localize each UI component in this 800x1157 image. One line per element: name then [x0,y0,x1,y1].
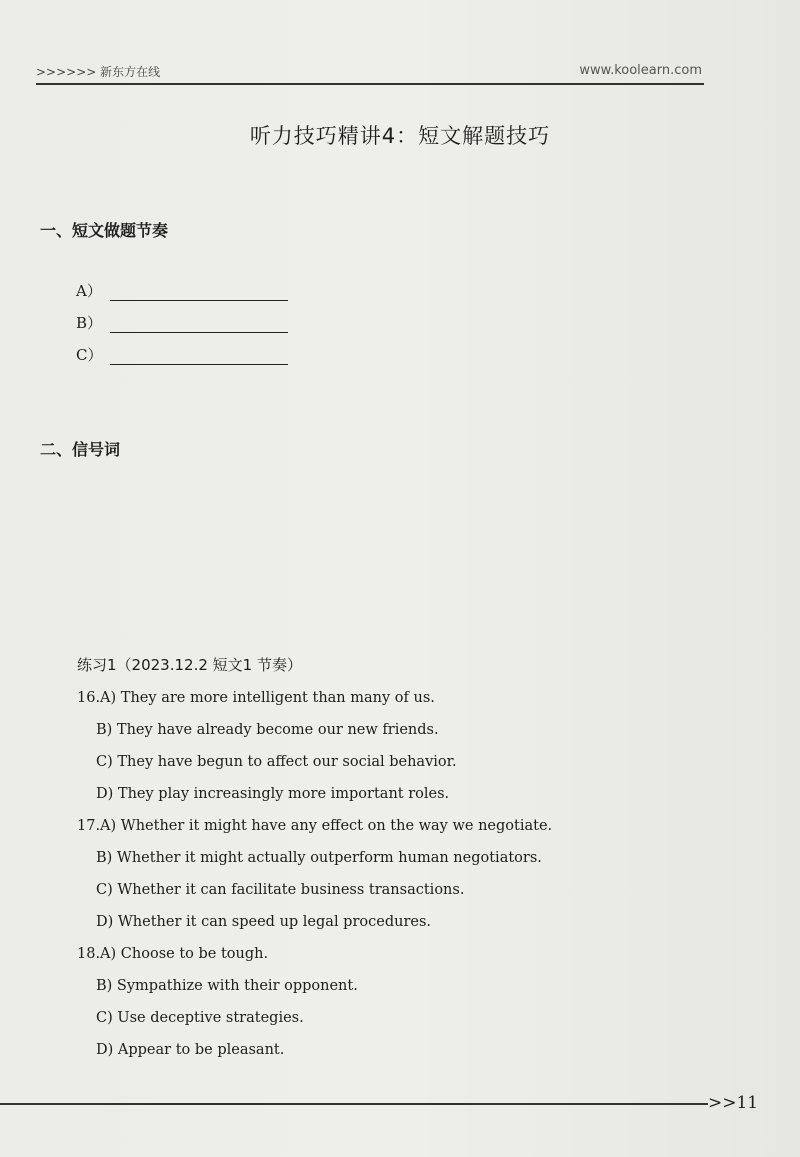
blank-label: C） [76,346,103,364]
footer-rule [0,1103,708,1105]
section-heading-signal-words: 二、信号词 [40,440,121,459]
question-option: B) They have already become our new friends. [96,722,439,738]
question-option: D) Appear to be pleasant. [96,1042,285,1058]
blank-label: B） [76,314,103,332]
page-header [36,63,704,85]
blank-row-a [76,280,288,301]
page-number: >>11 [708,1093,759,1113]
blank-label: A） [76,282,102,300]
question-option: D) They play increasingly more important roles. [96,786,450,802]
question-stem: 17.A) Whether it might have any effect on the way we negotiate. [77,818,553,834]
question-option: B) Whether it might actually outperform human negotiators. [96,850,542,866]
page-title: 听力技巧精讲4：短文解题技巧 [249,124,551,148]
question-stem: 18.A) Choose to be tough. [77,946,269,962]
header-website: www.koolearn.com [579,63,702,78]
blank-row-c [76,344,288,365]
question-option: B) Sympathize with their opponent. [96,978,358,994]
exercise-title: 练习1（2023.12.2 短文1 节奏） [77,656,302,674]
section-heading-rhythm: 一、短文做题节奏 [40,221,169,240]
question-option: D) Whether it can speed up legal procedures. [96,914,432,930]
header-brand: >>>>>> 新东方在线 [36,65,161,79]
fill-in-line [110,286,288,301]
question-option: C) They have begun to affect our social behavior. [96,754,457,770]
question-stem: 16.A) They are more intelligent than many of us. [77,690,435,706]
fill-in-line [110,318,288,333]
question-option: C) Whether it can facilitate business transactions. [96,882,465,898]
question-option: C) Use deceptive strategies. [96,1010,304,1026]
blank-row-b [76,312,288,333]
fill-in-line [110,350,288,365]
